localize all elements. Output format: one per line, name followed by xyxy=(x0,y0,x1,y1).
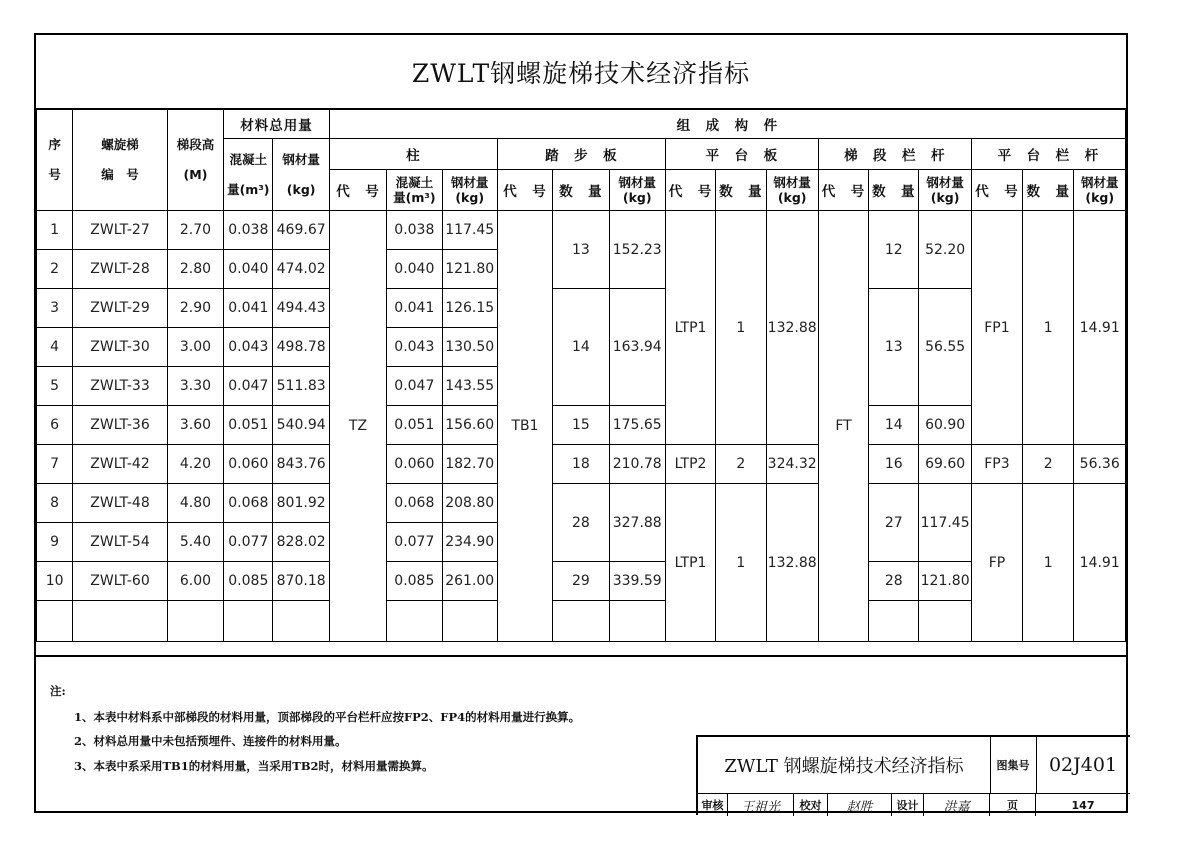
cell-height: 3.30 xyxy=(167,367,223,406)
cell-col-steel: 261.00 xyxy=(442,562,497,601)
review-signature: 王祖光 xyxy=(728,794,794,816)
cell-platform-qty: 1 xyxy=(716,211,766,445)
header-platform-code: 代 号 xyxy=(665,170,715,211)
page-number: 147 xyxy=(1071,798,1095,812)
cell-no: 3 xyxy=(37,289,73,328)
header-total-steel: 钢材量 (kg) xyxy=(273,139,329,211)
cell-platform-steel: 132.88 xyxy=(766,484,818,642)
cell-prailing-steel: 56.36 xyxy=(1074,445,1126,484)
cell-no: 10 xyxy=(37,562,73,601)
header-col-concrete: 混凝土 量(m³) xyxy=(387,170,442,211)
set-number-label: 图集号 xyxy=(990,737,1037,793)
cell-railing-qty: 12 xyxy=(869,211,919,289)
cell-col-steel: 208.80 xyxy=(442,484,497,523)
table-row xyxy=(37,484,1126,523)
cell-concrete: 0.047 xyxy=(224,367,273,406)
cell-prailing-code: FP xyxy=(971,484,1022,642)
cell-height: 5.40 xyxy=(167,523,223,562)
cell-tread-steel: 327.88 xyxy=(609,484,665,562)
cell-tread-qty: 15 xyxy=(553,406,609,445)
cell-height: 4.20 xyxy=(167,445,223,484)
title-block-title: ZWLT 钢螺旋梯技术经济指标 xyxy=(698,737,991,793)
cell-tread-qty: 18 xyxy=(553,445,609,484)
cell-prailing-qty: 1 xyxy=(1023,484,1074,642)
cell-steel: 494.43 xyxy=(273,289,329,328)
header-height: 梯段高 (M) xyxy=(167,109,223,211)
header-total-materials: 材料总用量 xyxy=(224,109,330,139)
cell-col-steel: 143.55 xyxy=(442,367,497,406)
header-platform-steel: 钢材量 (kg) xyxy=(766,170,818,211)
cell-railing-qty: 16 xyxy=(869,445,919,484)
cell-concrete: 0.085 xyxy=(224,562,273,601)
cell-col-concrete: 0.047 xyxy=(387,367,442,406)
cell-railing-steel: 117.45 xyxy=(919,484,971,562)
cell-railing-steel: 121.80 xyxy=(919,562,971,601)
cell-prailing-code: FP1 xyxy=(971,211,1022,445)
header-railing-code: 代 号 xyxy=(818,170,868,211)
cell-no: 5 xyxy=(37,367,73,406)
cell-col-concrete: 0.068 xyxy=(387,484,442,523)
cell-steel: 469.67 xyxy=(273,211,329,250)
cell-tread-qty: 29 xyxy=(553,562,609,601)
drawing-frame xyxy=(34,33,1128,813)
table-row xyxy=(37,289,1126,328)
header-col-steel: 钢材量 (kg) xyxy=(442,170,497,211)
cell-steel: 498.78 xyxy=(273,328,329,367)
cell-steel: 801.92 xyxy=(273,484,329,523)
header-platform-qty: 数 量 xyxy=(716,170,766,211)
cell-tread-steel: 175.65 xyxy=(609,406,665,445)
check-signature: 赵胜 xyxy=(828,794,892,816)
cell-code: ZWLT-27 xyxy=(73,211,168,250)
table-row-empty xyxy=(37,601,1126,642)
signature-row xyxy=(698,793,1130,816)
cell-height: 2.80 xyxy=(167,250,223,289)
cell-railing-qty: 27 xyxy=(869,484,919,562)
cell-tread-code: TB1 xyxy=(497,211,552,642)
cell-railing-qty: 28 xyxy=(869,562,919,601)
cell-concrete: 0.051 xyxy=(224,406,273,445)
cell-no: 9 xyxy=(37,523,73,562)
cell-steel: 540.94 xyxy=(273,406,329,445)
cell-platform-qty: 1 xyxy=(716,484,766,642)
cell-tread-steel: 163.94 xyxy=(609,289,665,406)
cell-code: ZWLT-54 xyxy=(73,523,168,562)
table-row xyxy=(37,406,1126,445)
cell-code: ZWLT-48 xyxy=(73,484,168,523)
header-platform: 平 台 板 xyxy=(665,139,818,170)
cell-col-steel: 117.45 xyxy=(442,211,497,250)
cell-code: ZWLT-33 xyxy=(73,367,168,406)
header-prailing-code: 代 号 xyxy=(971,170,1022,211)
cell-col-steel: 156.60 xyxy=(442,406,497,445)
cell-prailing-steel: 14.91 xyxy=(1074,484,1126,642)
cell-no: 4 xyxy=(37,328,73,367)
cell-railing-steel: 69.60 xyxy=(919,445,971,484)
notes-label: 注: xyxy=(50,684,66,698)
header-tread-qty: 数 量 xyxy=(553,170,609,211)
cell-tread-steel: 339.59 xyxy=(609,562,665,601)
header-components: 组 成 构 件 xyxy=(329,109,1125,139)
cell-tread-steel: 152.23 xyxy=(609,211,665,289)
cell-tread-qty: 13 xyxy=(553,211,609,289)
cell-code: ZWLT-28 xyxy=(73,250,168,289)
cell-col-steel: 130.50 xyxy=(442,328,497,367)
cell-steel: 474.02 xyxy=(273,250,329,289)
cell-steel: 870.18 xyxy=(273,562,329,601)
cell-railing-qty: 13 xyxy=(869,289,919,406)
header-prailing-qty: 数 量 xyxy=(1023,170,1074,211)
cell-col-concrete: 0.043 xyxy=(387,328,442,367)
cell-steel: 511.83 xyxy=(273,367,329,406)
header-seq: 序 号 xyxy=(37,109,73,211)
table-row xyxy=(37,562,1126,601)
cell-col-concrete: 0.085 xyxy=(387,562,442,601)
title-block xyxy=(696,735,1130,815)
cell-platform-code: LTP1 xyxy=(665,484,715,642)
cell-steel: 828.02 xyxy=(273,523,329,562)
header-tread: 踏 步 板 xyxy=(497,139,665,170)
cell-concrete: 0.041 xyxy=(224,289,273,328)
cell-concrete: 0.043 xyxy=(224,328,273,367)
cell-height: 3.00 xyxy=(167,328,223,367)
check-label: 校对 xyxy=(794,794,828,816)
cell-col-steel: 126.15 xyxy=(442,289,497,328)
cell-col-concrete: 0.040 xyxy=(387,250,442,289)
cell-no: 8 xyxy=(37,484,73,523)
cell-railing-code: FT xyxy=(818,211,868,642)
cell-col-concrete: 0.060 xyxy=(387,445,442,484)
cell-col-concrete: 0.038 xyxy=(387,211,442,250)
design-signature: 洪嘉 xyxy=(924,794,990,816)
header-prailing-steel: 钢材量 (kg) xyxy=(1074,170,1126,211)
table-row xyxy=(37,211,1126,250)
cell-concrete: 0.060 xyxy=(224,445,273,484)
cell-no: 6 xyxy=(37,406,73,445)
cell-col-steel: 234.90 xyxy=(442,523,497,562)
cell-code: ZWLT-42 xyxy=(73,445,168,484)
cell-height: 6.00 xyxy=(167,562,223,601)
cell-col-concrete: 0.041 xyxy=(387,289,442,328)
cell-col-code: TZ xyxy=(329,211,386,642)
indicator-table xyxy=(36,108,1126,642)
cell-height: 2.70 xyxy=(167,211,223,250)
cell-steel: 843.76 xyxy=(273,445,329,484)
design-label: 设计 xyxy=(892,794,924,816)
cell-code: ZWLT-30 xyxy=(73,328,168,367)
cell-platform-steel: 132.88 xyxy=(766,211,818,445)
header-railing: 梯 段 栏 杆 xyxy=(818,139,971,170)
cell-code: ZWLT-36 xyxy=(73,406,168,445)
review-label: 审核 xyxy=(698,794,728,816)
cell-platform-qty: 2 xyxy=(716,445,766,484)
cell-code: ZWLT-60 xyxy=(73,562,168,601)
cell-tread-steel: 210.78 xyxy=(609,445,665,484)
cell-code: ZWLT-29 xyxy=(73,289,168,328)
cell-concrete: 0.077 xyxy=(224,523,273,562)
cell-height: 4.80 xyxy=(167,484,223,523)
header-railing-qty: 数 量 xyxy=(869,170,919,211)
header-platform-railing: 平 台 栏 杆 xyxy=(971,139,1125,170)
cell-concrete: 0.040 xyxy=(224,250,273,289)
cell-prailing-code: FP3 xyxy=(971,445,1022,484)
header-tread-code: 代 号 xyxy=(497,170,552,211)
note-item: 2、材料总用量中未包括预埋件、连接件的材料用量。 xyxy=(74,734,347,748)
cell-railing-steel: 60.90 xyxy=(919,406,971,445)
set-number: 02J401 xyxy=(1048,754,1118,776)
header-total-concrete: 混凝土 量(m³) xyxy=(224,139,273,211)
cell-tread-qty: 14 xyxy=(553,289,609,406)
cell-col-concrete: 0.077 xyxy=(387,523,442,562)
cell-col-steel: 121.80 xyxy=(442,250,497,289)
note-item: 1、本表中材料系中部梯段的材料用量，顶部梯段的平台栏杆应按FP2、FP4的材料用量进行换算。 xyxy=(74,710,581,724)
cell-railing-qty: 14 xyxy=(869,406,919,445)
page-label: 页 xyxy=(990,794,1036,816)
header-column: 柱 xyxy=(329,139,497,170)
cell-tread-qty: 28 xyxy=(553,484,609,562)
cell-col-steel: 182.70 xyxy=(442,445,497,484)
cell-no: 2 xyxy=(37,250,73,289)
cell-platform-code: LTP2 xyxy=(665,445,715,484)
cell-prailing-qty: 2 xyxy=(1023,445,1074,484)
cell-prailing-qty: 1 xyxy=(1023,211,1074,445)
cell-height: 3.60 xyxy=(167,406,223,445)
cell-platform-code: LTP1 xyxy=(665,211,715,445)
cell-platform-steel: 324.32 xyxy=(766,445,818,484)
header-col-code: 代 号 xyxy=(329,170,386,211)
cell-concrete: 0.068 xyxy=(224,484,273,523)
cell-concrete: 0.038 xyxy=(224,211,273,250)
header-tread-steel: 钢材量 (kg) xyxy=(609,170,665,211)
cell-prailing-steel: 14.91 xyxy=(1074,211,1126,445)
cell-height: 2.90 xyxy=(167,289,223,328)
header-code: 螺旋梯 编 号 xyxy=(73,109,168,211)
cell-railing-steel: 52.20 xyxy=(919,211,971,289)
cell-no: 1 xyxy=(37,211,73,250)
note-item: 3、本表中系采用TB1的材料用量，当采用TB2时，材料用量需换算。 xyxy=(74,759,434,773)
page-title: ZWLT钢螺旋梯技术经济指标 xyxy=(36,35,1126,110)
table-row xyxy=(37,445,1126,484)
cell-no: 7 xyxy=(37,445,73,484)
cell-col-concrete: 0.051 xyxy=(387,406,442,445)
cell-railing-steel: 56.55 xyxy=(919,289,971,406)
header-railing-steel: 钢材量 (kg) xyxy=(919,170,971,211)
